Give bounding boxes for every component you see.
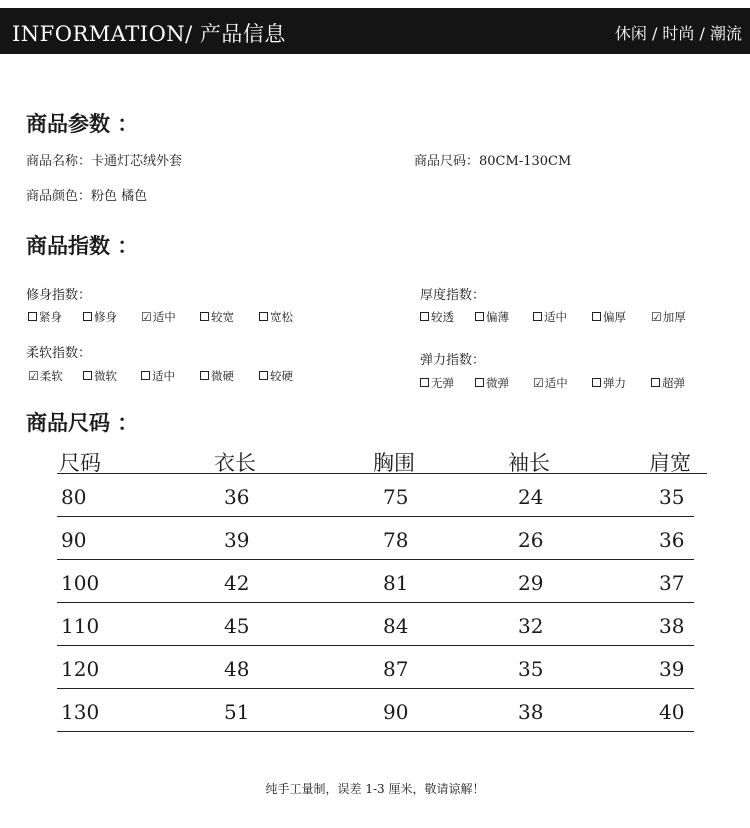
empty-box-icon xyxy=(420,378,429,387)
empty-box-icon xyxy=(200,371,209,380)
elasticity-option-label: 微弹 xyxy=(486,376,509,390)
checked-box-icon: ☑ xyxy=(28,369,39,383)
table-cell: 38 xyxy=(659,614,685,638)
table-row xyxy=(57,646,707,689)
empty-box-icon xyxy=(259,371,268,380)
empty-box-icon xyxy=(83,371,92,380)
indices-section-title: 商品指数 ： xyxy=(26,233,139,258)
table-row xyxy=(57,689,707,732)
softness-option-label: 微硬 xyxy=(211,369,234,383)
table-cell: 45 xyxy=(224,614,250,638)
table-row xyxy=(57,517,707,560)
table-cell: 39 xyxy=(659,657,685,681)
table-cell: 32 xyxy=(518,614,544,638)
thickness-option xyxy=(651,309,686,325)
header-shoulder: 肩宽 xyxy=(649,451,691,475)
empty-box-icon xyxy=(592,312,601,321)
table-cell: 100 xyxy=(61,571,100,595)
elasticity-option-label: 超弹 xyxy=(662,376,685,390)
product-size-range: 商品尺码：80CM-130CM xyxy=(414,154,572,169)
softness-option-label: 柔软 xyxy=(39,369,63,383)
header-bar xyxy=(0,8,750,54)
softness-index-label: 柔软指数： xyxy=(26,346,92,361)
thickness-option-label: 适中 xyxy=(544,310,567,324)
table-cell: 90 xyxy=(383,700,409,724)
table-row xyxy=(57,560,707,603)
table-cell: 130 xyxy=(61,700,100,724)
table-cell: 90 xyxy=(61,528,87,552)
elasticity-option xyxy=(651,375,685,391)
table-cell: 35 xyxy=(659,485,685,509)
empty-box-icon xyxy=(83,312,92,321)
elasticity-option xyxy=(533,375,568,391)
thickness-option-label: 偏薄 xyxy=(486,310,509,324)
table-cell: 38 xyxy=(518,700,544,724)
empty-box-icon xyxy=(475,312,484,321)
thickness-option-label: 偏厚 xyxy=(603,310,626,324)
product-name: 商品名称：卡通灯芯绒外套 xyxy=(26,154,183,169)
softness-option xyxy=(259,368,293,384)
page-title: INFORMATION/ 产品信息 xyxy=(12,22,286,46)
elasticity-option-label: 弹力 xyxy=(603,376,626,390)
row-divider xyxy=(57,731,694,732)
table-cell: 36 xyxy=(224,485,250,509)
softness-option-label: 较硬 xyxy=(270,369,293,383)
empty-box-icon xyxy=(533,312,542,321)
fit-option-label: 较宽 xyxy=(211,310,234,324)
softness-option xyxy=(200,368,234,384)
measurement-note: 纯手工量制，误差 1-3 厘米，敬请谅解！ xyxy=(265,782,485,796)
table-cell: 120 xyxy=(61,657,100,681)
thickness-option-label: 加厚 xyxy=(662,310,686,324)
softness-option xyxy=(28,368,63,384)
fit-option-label: 宽松 xyxy=(270,310,293,324)
softness-option xyxy=(141,368,175,384)
softness-option xyxy=(83,368,117,384)
fit-option xyxy=(259,309,293,325)
fit-index-label: 修身指数： xyxy=(26,288,92,303)
sizes-section-title: 商品尺码 ： xyxy=(26,410,139,435)
elasticity-option-label: 无弹 xyxy=(431,376,454,390)
empty-box-icon xyxy=(475,378,484,387)
thickness-index-label: 厚度指数： xyxy=(420,288,486,303)
fit-option-label: 紧身 xyxy=(39,310,62,324)
table-cell: 35 xyxy=(518,657,544,681)
elasticity-index-label: 弹力指数： xyxy=(420,353,486,368)
size-table xyxy=(57,445,707,732)
params-section-title: 商品参数 ： xyxy=(26,111,139,136)
empty-box-icon xyxy=(200,312,209,321)
table-cell: 48 xyxy=(224,657,250,681)
elasticity-option xyxy=(420,375,454,391)
thickness-option xyxy=(420,309,454,325)
table-cell: 36 xyxy=(659,528,685,552)
empty-box-icon xyxy=(420,312,429,321)
table-cell: 80 xyxy=(61,485,87,509)
table-cell: 37 xyxy=(659,571,685,595)
softness-option-label: 微软 xyxy=(94,369,117,383)
table-cell: 42 xyxy=(224,571,250,595)
fit-option xyxy=(83,309,117,325)
checked-box-icon: ☑ xyxy=(651,310,662,324)
empty-box-icon xyxy=(259,312,268,321)
empty-box-icon xyxy=(592,378,601,387)
header-length: 衣长 xyxy=(214,451,256,475)
table-cell: 39 xyxy=(224,528,250,552)
table-cell: 84 xyxy=(383,614,409,638)
table-cell: 78 xyxy=(383,528,409,552)
header-chest: 胸围 xyxy=(373,451,415,475)
empty-box-icon xyxy=(28,312,37,321)
fit-option xyxy=(28,309,62,325)
table-row xyxy=(57,474,707,517)
table-cell: 51 xyxy=(224,700,250,724)
thickness-option xyxy=(533,309,567,325)
empty-box-icon xyxy=(651,378,660,387)
table-cell: 81 xyxy=(383,571,409,595)
table-cell: 75 xyxy=(383,485,409,509)
table-row xyxy=(57,603,707,646)
thickness-option xyxy=(475,309,509,325)
checked-box-icon: ☑ xyxy=(141,310,152,324)
table-cell: 24 xyxy=(518,485,544,509)
fit-option xyxy=(200,309,234,325)
fit-option-label: 适中 xyxy=(152,310,176,324)
elasticity-option xyxy=(592,375,626,391)
header-size: 尺码 xyxy=(59,451,101,475)
thickness-option-label: 较透 xyxy=(431,310,454,324)
elasticity-option-label: 适中 xyxy=(544,376,568,390)
table-cell: 40 xyxy=(659,700,685,724)
empty-box-icon xyxy=(141,371,150,380)
table-cell: 29 xyxy=(518,571,544,595)
table-cell: 87 xyxy=(383,657,409,681)
table-cell: 26 xyxy=(518,528,544,552)
elasticity-option xyxy=(475,375,509,391)
product-colors: 商品颜色：粉色 橘色 xyxy=(26,189,148,204)
checked-box-icon: ☑ xyxy=(533,376,544,390)
header-sleeve: 袖长 xyxy=(508,451,550,475)
header-tagline: 休闲 / 时尚 / 潮流 xyxy=(614,24,742,43)
fit-option xyxy=(141,309,176,325)
table-cell: 110 xyxy=(61,614,100,638)
fit-option-label: 修身 xyxy=(94,310,117,324)
softness-option-label: 适中 xyxy=(152,369,175,383)
size-table-header xyxy=(57,445,707,474)
thickness-option xyxy=(592,309,626,325)
